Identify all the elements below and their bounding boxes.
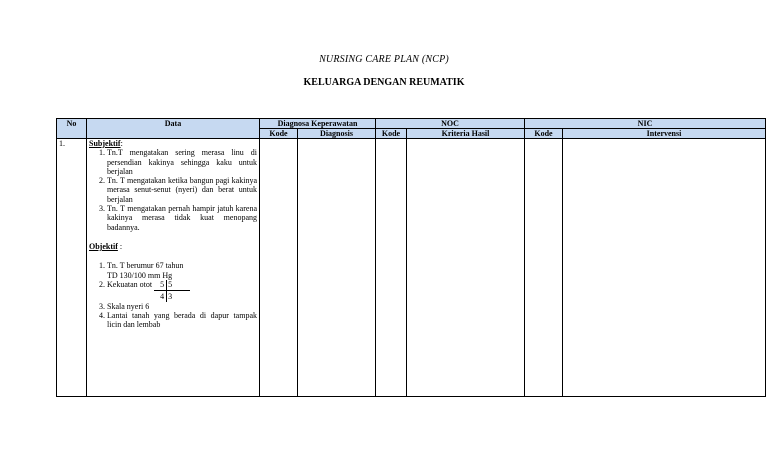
list-item: 3. Skala nyeri 6 [107, 302, 257, 311]
header-diagnosa: Diagnosa Keperawatan [260, 119, 376, 129]
subjektif-list [89, 148, 257, 232]
subheader-noc-kode: Kode [376, 129, 407, 139]
subheader-diag-kode: Kode [260, 129, 298, 139]
objektif-title: Objektif [89, 241, 118, 251]
muscle-strength-grid: 5 5 4 3 [154, 280, 194, 302]
nic-intervensi-cell [563, 139, 766, 397]
objektif-list [89, 261, 257, 329]
nic-kode-cell [525, 139, 563, 397]
noc-kode-cell [376, 139, 407, 397]
row-number: 1. [57, 139, 87, 397]
header-data: Data [87, 119, 260, 139]
header-nic: NIC [525, 119, 766, 129]
table-row [57, 139, 766, 397]
list-item: 2. Tn. T mengatakan ketika bangun pagi kakinya merasa senut-senut (nyeri) dan berat untuk berjalan [107, 176, 257, 204]
header-no: No [57, 119, 87, 139]
header-noc: NOC [376, 119, 525, 129]
list-item: 1. Tn.T mengatakan sering merasa linu di persendian kakinya sehingga kaku untuk berjalan [107, 148, 257, 176]
document-title: NURSING CARE PLAN (NCP) [319, 54, 449, 65]
diag-diagnosis-cell [298, 139, 376, 397]
subheader-nic-kode: Kode [525, 129, 563, 139]
ncp-table [56, 118, 766, 397]
list-item: 3. Tn. T mengatakan pernah hampir jatuh karena kakinya merasa tidak kuat menopang badannya. [107, 204, 257, 232]
list-item: 2. Kekuatan otot 5 5 4 3 [107, 280, 257, 302]
data-cell: Subjektif: 1. Tn.T mengatakan sering merasa linu di persendian kakinya sehingga kaku untuk berjalan 2. Tn. T mengatakan ketika bangun pagi kakinya merasa senut-senut (nyeri) dan berat untuk berjalan 3. Tn. T mengatakan pernah hampir jatuh karena kakinya merasa tidak kuat menopang badannya. Objektif : 1. Tn. T berumur 67 tahun TD 130/100 mm Hg 2. Kekuatan otot 5 5 4 3 3. Skala nyeri 6 4. Lantai tanah yang berada di dapur tampak licin dan lembab [87, 139, 260, 397]
subheader-diag-diagnosis: Diagnosis [298, 129, 376, 139]
diag-kode-cell [260, 139, 298, 397]
noc-kriteria-cell [407, 139, 525, 397]
subjektif-title: Subjektif [89, 139, 121, 148]
subheader-noc-kriteria: Kriteria Hasil [407, 129, 525, 139]
subheader-nic-intervensi: Intervensi [563, 129, 766, 139]
document-subtitle: KELUARGA DENGAN REUMATIK [303, 77, 465, 88]
list-item: 4. Lantai tanah yang berada di dapur tampak licin dan lembab [107, 311, 257, 330]
list-item: 1. Tn. T berumur 67 tahun TD 130/100 mm Hg [107, 261, 257, 280]
